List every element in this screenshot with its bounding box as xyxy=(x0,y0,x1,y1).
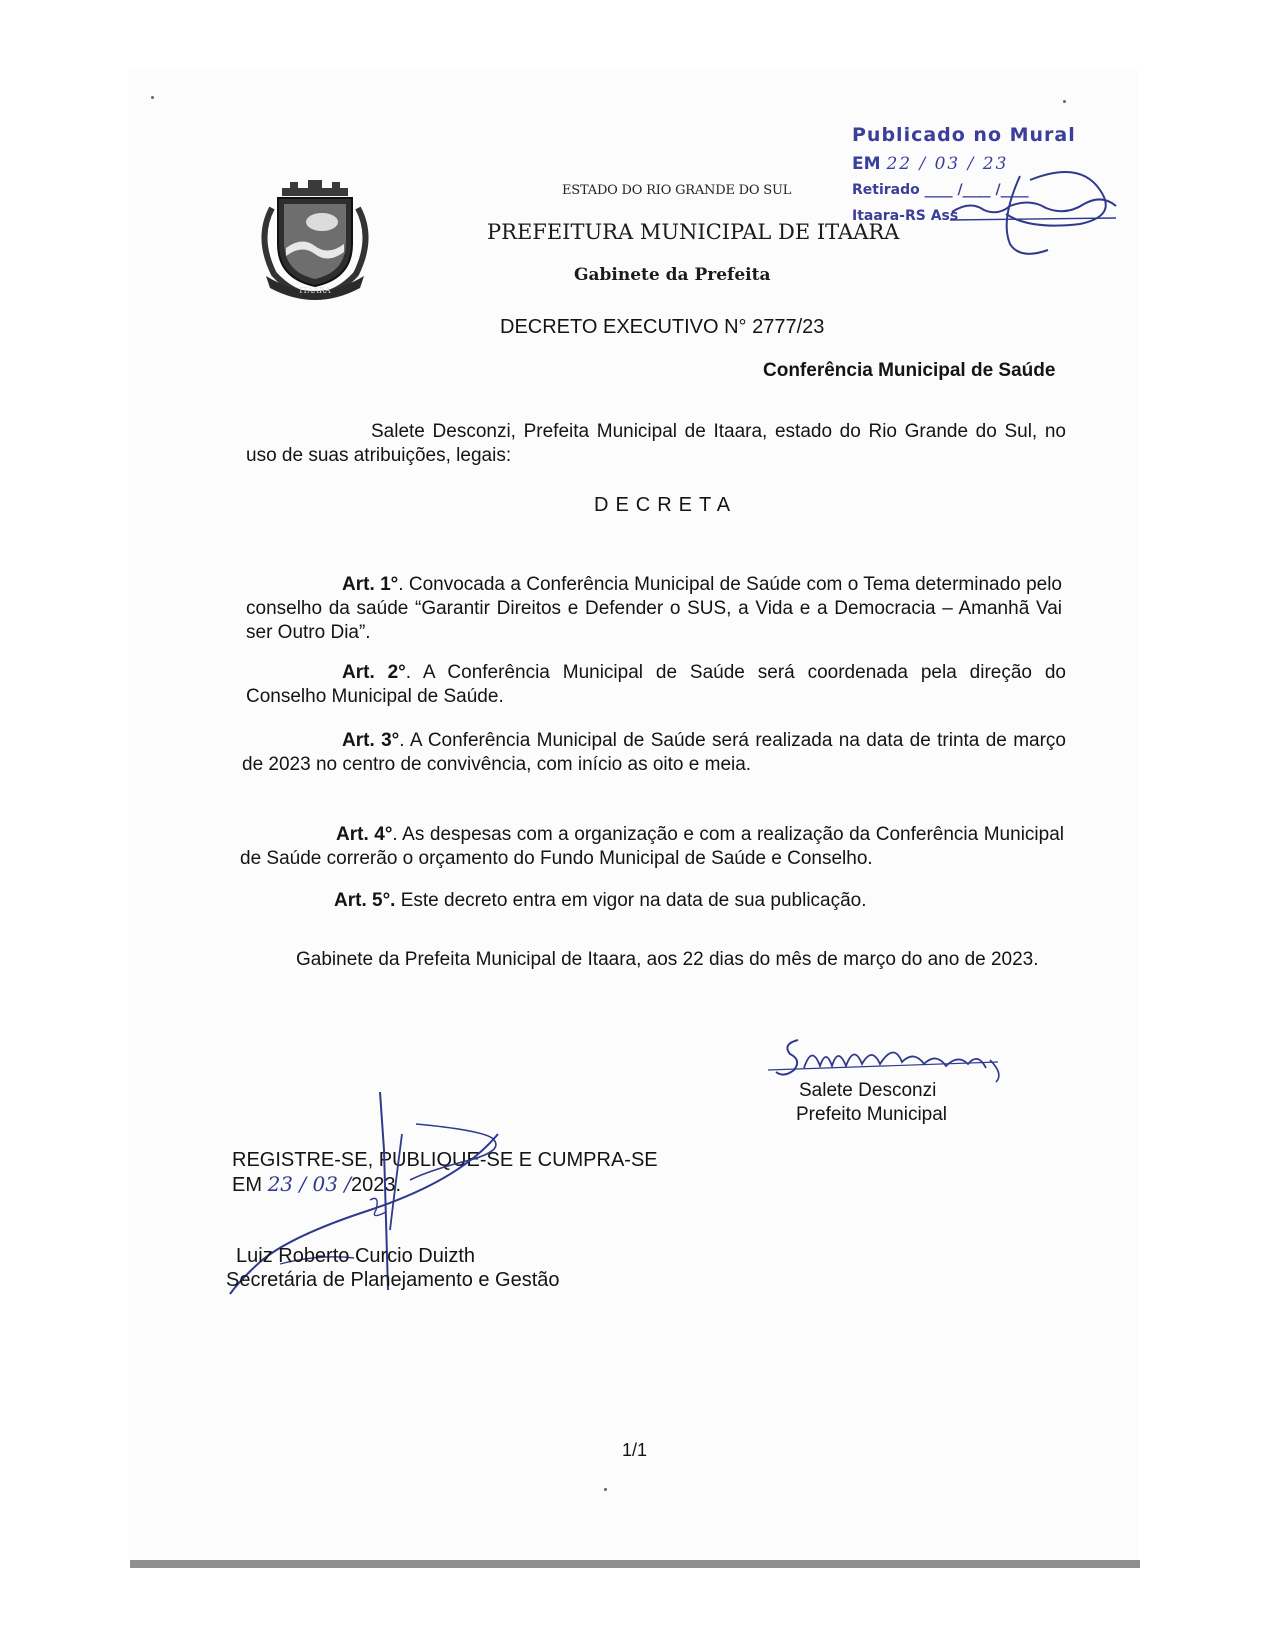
page-number: 1/1 xyxy=(622,1440,648,1460)
mayor-name: Salete Desconzi xyxy=(799,1080,937,1101)
decree-preamble: Salete Desconzi, Prefeita Municipal de Itaara, estado do Rio Grande do Sul, no uso de suas atribuições, legais: xyxy=(246,421,1066,466)
register-date-line xyxy=(232,1172,401,1197)
svg-text:ITAARA: ITAARA xyxy=(299,286,331,295)
article-label: Art. 3° xyxy=(342,730,400,751)
mayor-role: Prefeito Municipal xyxy=(796,1104,948,1125)
stamp-ass-label: Itaara-RS Ass xyxy=(852,208,959,224)
stamp-em-line xyxy=(852,154,1008,174)
article-4 xyxy=(240,823,1064,871)
stamp-ass-line xyxy=(852,208,958,224)
state-heading: ESTADO DO RIO GRANDE DO SUL xyxy=(562,183,792,198)
article-text: . A Conferência Municipal de Saúde será coordenada pela direção do Conselho Municipal de Saúde. xyxy=(246,662,1066,707)
municipal-crest-icon xyxy=(252,178,378,300)
article-5 xyxy=(240,889,1064,913)
publication-stamp xyxy=(852,124,1142,284)
secretary-role: Secretária de Planejamento e Gestão xyxy=(226,1269,560,1291)
closing-paragraph: Gabinete da Prefeita Municipal de Itaara, aos 22 dias do mês de março do ano de 2023. xyxy=(296,949,1039,970)
decree-subject: Conferência Municipal de Saúde xyxy=(763,360,1056,381)
article-label: Art. 4° xyxy=(336,824,393,845)
register-date: 23 / 03 / xyxy=(267,1172,352,1196)
scan-speck xyxy=(604,1488,607,1491)
register-year: 2023. xyxy=(351,1174,402,1196)
decree-title: DECRETO EXECUTIVO N° 2777/23 xyxy=(500,316,825,338)
scan-speck xyxy=(151,96,154,99)
scan-speck xyxy=(1063,100,1066,103)
stamp-title: Publicado no Mural xyxy=(852,124,1076,146)
register-line: REGISTRE-SE, PUBLIQUE-SE E CUMPRA-SE xyxy=(232,1149,658,1171)
city-hall-heading: PREFEITURA MUNICIPAL DE ITAARA xyxy=(487,220,900,244)
stamp-em-label: EM xyxy=(852,154,881,174)
article-1 xyxy=(246,573,1062,645)
stamp-retirado-line xyxy=(852,182,1029,198)
article-label: Art. 1° xyxy=(342,574,399,595)
article-text: Este decreto entra em vigor na data de sua publicação. xyxy=(395,890,867,911)
article-label: Art. 5°. xyxy=(334,890,396,911)
secretary-name: Luiz Roberto Curcio Duizth xyxy=(236,1245,475,1267)
stamp-retirado-label: Retirado xyxy=(852,182,920,198)
office-heading: Gabinete da Prefeita xyxy=(574,265,771,285)
register-em-label: EM xyxy=(232,1174,262,1196)
article-3 xyxy=(242,729,1066,777)
scan-edge xyxy=(130,1560,1140,1568)
article-text: . As despesas com a organização e com a realização da Conferência Municipal de Saúde correrão o orçamento do Fundo Municipal de Saúde e Conselho. xyxy=(240,824,1064,869)
stamp-retirado-blank: ____ /____ /____ xyxy=(924,182,1029,198)
article-2 xyxy=(246,661,1066,709)
article-label: Art. 2° xyxy=(342,662,406,683)
stamp-em-date: 22 / 03 / 23 xyxy=(886,154,1009,174)
article-text: . A Conferência Municipal de Saúde será realizada na data de trinta de março de 2023 no centro de convivência, com início as oito e meia. xyxy=(242,730,1066,775)
article-text: . Convocada a Conferência Municipal de Saúde com o Tema determinado pelo conselho da saúde “Garantir Direitos e Defender o SUS, a Vida e a Democracia – Amanhã Vai ser Outro Dia”. xyxy=(246,574,1062,643)
decreta-heading: DECRETA xyxy=(594,494,738,516)
